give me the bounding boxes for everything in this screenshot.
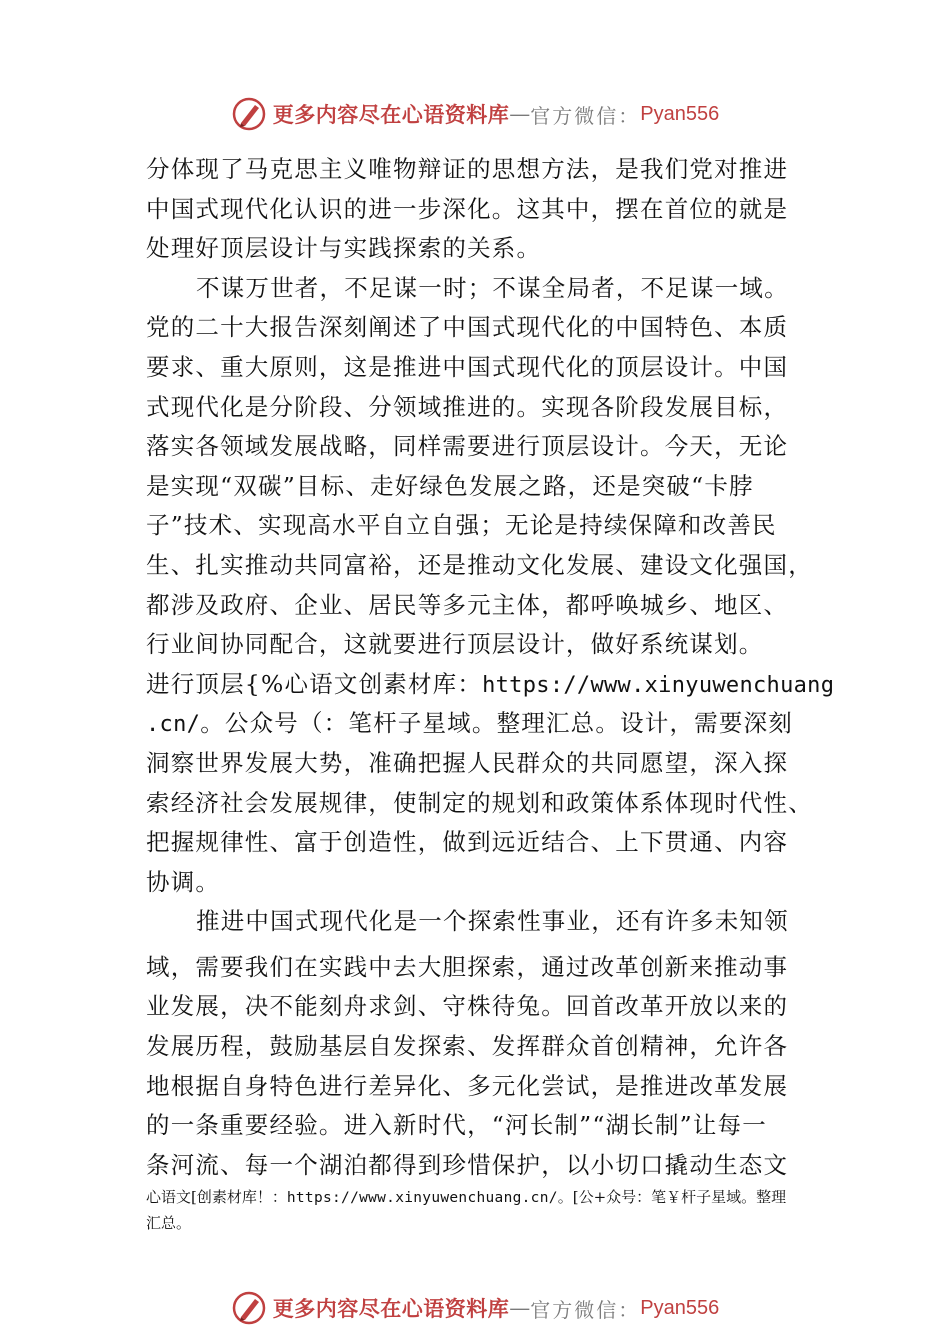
- text-line: 发展历程，鼓励基层自发探索、发挥群众首创精神，允许各: [146, 1032, 789, 1061]
- text-line: 要求、重大原则，这是推进中国式现代化的顶层设计。中国: [146, 352, 789, 381]
- text-line: 行业间协同配合，这就要进行顶层设计，做好系统谋划。: [146, 630, 764, 659]
- source-url: https://www.xinyuwenchuang: [482, 672, 835, 698]
- text-line: 把握规律性、富于创造性，做到远近结合、上下贯通、内容: [146, 828, 789, 857]
- footer-banner: [0, 1286, 950, 1330]
- text-line: 式现代化是分阶段、分领域推进的。实现各阶段发展目标，: [146, 392, 789, 421]
- text-line: 地根据自身特色进行差异化、多元化尝试，是推进改革发展: [146, 1071, 789, 1100]
- text-line: 的一条重要经验。进入新时代，“河长制”“湖长制”让每一: [146, 1111, 767, 1140]
- footnote-text: 心语文[创素材库！：: [146, 1188, 287, 1206]
- text-line: 协调。: [146, 867, 221, 896]
- text-line: 索经济社会发展规律，使制定的规划和政策体系体现时代性、: [146, 788, 813, 817]
- text-line: 党的二十大报告深刻阐述了中国式现代化的中国特色、本质: [146, 313, 789, 342]
- text-line-with-url: [146, 704, 826, 744]
- footnote-text: 汇总。: [146, 1214, 192, 1232]
- banner-official-label: 官方微信：: [530, 1297, 641, 1322]
- banner-separator: —: [509, 102, 531, 126]
- banner-title: 更多内容尽在心语资料库: [272, 102, 510, 127]
- text-line: 都涉及政府、企业、居民等多元主体，都呼唤城乡、地区、: [146, 590, 789, 619]
- pen-logo-icon: [231, 96, 267, 132]
- banner-wechat-id: Pyan556: [640, 1296, 720, 1319]
- paragraph-start: 推进中国式现代化是一个探索性事业，还有许多未知领: [196, 907, 789, 936]
- banner-official-label: 官方微信：: [530, 103, 641, 128]
- text-line: 分体现了马克思主义唯物辩证的思想方法，是我们党对推进: [146, 155, 789, 183]
- text-line: 洞察世界发展大势，准确把握人民群众的共同愿望，深入探: [146, 748, 789, 777]
- text-line-with-url: [146, 665, 835, 705]
- text-line: 条河流、每一个湖泊都得到珍惜保护，以小切口撬动生态文: [146, 1150, 789, 1179]
- footnote-text: 。[公+众号：笔￥杆子星域。整理: [557, 1188, 787, 1206]
- source-url-tail: .cn/: [146, 712, 201, 738]
- header-banner: [0, 92, 950, 136]
- banner-separator: —: [509, 1296, 531, 1320]
- text-line: 生、扎实推动共同富裕，还是推动文化发展、建设文化强国，: [146, 550, 813, 579]
- footnote: [146, 1185, 846, 1236]
- pen-logo-icon: [231, 1290, 267, 1326]
- footnote-url: https://www.xinyuwenchuang.cn/: [286, 1190, 558, 1206]
- text-line: 是实现“双碳”目标、走好绿色发展之路，还是突破“卡脖: [146, 471, 754, 500]
- text-segment: 。公众号（：笔杆子星域。整理汇总。设计，需要深刻: [200, 709, 793, 738]
- banner-title: 更多内容尽在心语资料库: [272, 1296, 510, 1321]
- text-segment: 进行顶层{%心语文创素材库：: [146, 669, 483, 698]
- text-line: 业发展，决不能刻舟求剑、守株待兔。回首改革开放以来的: [146, 992, 789, 1021]
- paragraph-start: 不谋万世者，不足谋一时；不谋全局者，不足谋一域。: [196, 273, 789, 302]
- text-line: 域，需要我们在实践中去大胆探索，通过改革创新来推动事: [146, 952, 789, 981]
- article-body: [146, 150, 835, 1185]
- banner-wechat-id: Pyan556: [640, 102, 720, 125]
- text-line: 落实各领域发展战略，同样需要进行顶层设计。今天，无论: [146, 432, 789, 461]
- text-line: 子”技术、实现高水平自立自强；无论是持续保障和改善民: [146, 511, 777, 540]
- text-line: 处理好顶层设计与实践探索的关系。: [146, 234, 542, 263]
- text-line: 中国式现代化认识的进一步深化。这其中，摆在首位的就是: [146, 194, 789, 223]
